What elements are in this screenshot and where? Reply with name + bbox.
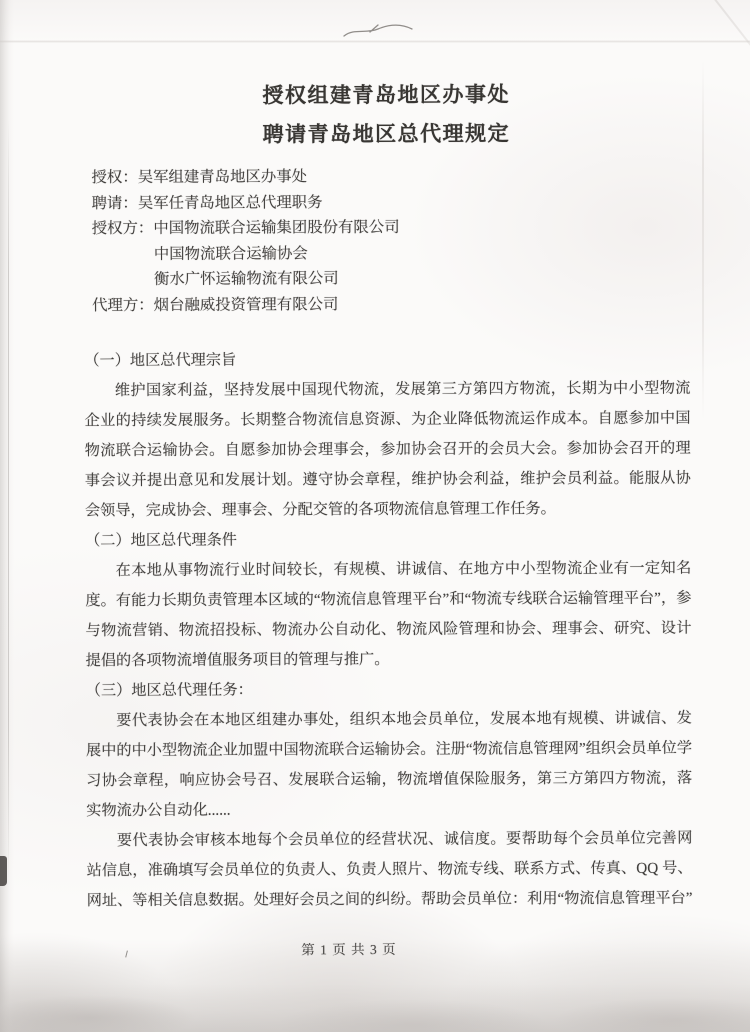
- section-paragraph: 在本地从事物流行业时间较长，有规模、讲诚信、在地方中小型物流企业有一定知名度。有能力长期负责管理本区域的“物流信息管理平台”和“物流专线联合运输管理平台”，参与物流营销、物流招投标、物流办公自动化、物流风险管理和协会、理事会、研究、设计提倡的各项物流增值服务项目的管理与推广。: [85, 559, 692, 670]
- field-label: 代理方：: [92, 296, 154, 314]
- title-line-2: 聘请青岛地区总代理规定: [262, 121, 511, 147]
- field-value: 中国物流联合运输集团股份有限公司: [153, 218, 400, 237]
- document-body: [84, 344, 692, 917]
- header-row-authorizer: [92, 214, 652, 242]
- authorization-header: [91, 163, 652, 318]
- header-row-appoint: [92, 188, 652, 216]
- field-label: 授权：: [91, 169, 138, 187]
- header-row-authorizer-2: [92, 239, 652, 267]
- document-title: [83, 75, 689, 156]
- section-paragraph: 维护国家利益，坚持发展中国现代物流，发展第三方第四方物流，长期为中小型物流企业的持续发展服务。长期整合物流信息资源、为企业降低物流运作成本。自愿参加中国物流联合运输协会。自愿参加协会理事会，参加协会召开的会员大会。参加协会召开的理事会议并提出意见和发展计划。遵守协会章程，维护协会利益，维护会员利益。能服从协会领导，完成协会、理事会、分配交管的各项物流信息管理工作任务。: [84, 379, 691, 520]
- field-value: 吴军组建青岛地区办事处: [137, 168, 308, 187]
- header-row-authorize: [91, 163, 651, 191]
- section-heading-1: （一）地区总代理宗旨: [84, 351, 237, 370]
- section-paragraph: 要代表协会审核本地每个会员单位的经营状况、诚信度。要帮助每个会员单位完善网站信息，准确填写会员单位的负责人、负责人照片、物流专线、联系方式、传真、QQ 号、网址、等相关信息数据。处理好会员之间的纠纷。帮助会员单位：利用“物流信息管理平台”: [86, 829, 693, 910]
- section-conditions: [85, 524, 692, 677]
- page-number-footer: 第 1 页 共 3 页: [301, 941, 397, 958]
- section-tasks: [86, 674, 693, 917]
- field-label: 聘请：: [91, 194, 138, 212]
- field-value: 烟台融威投资管理有限公司: [153, 295, 339, 314]
- section-paragraph: 要代表协会在本地区组建办事处，组织本地会员单位，发展本地有规模、讲诚信、发展中的中小型物流企业加盟中国物流联合运输协会。注册“物流信息管理网”组织会员单位学习协会章程，响应协会号召、发展联合运输，物流增值保险服务，第三方第四方物流，落实物流办公自动化......: [85, 709, 693, 820]
- field-value: 吴军任青岛地区总代理职务: [137, 193, 323, 212]
- section-purpose: [84, 344, 691, 527]
- header-row-agent: [92, 290, 652, 318]
- field-label: 授权方：: [91, 219, 154, 238]
- field-value: 中国物流联合运输协会: [153, 244, 308, 263]
- header-row-authorizer-3: [92, 265, 652, 293]
- section-heading-2: （二）地区总代理条件: [85, 531, 238, 550]
- title-line-1: 授权组建青岛地区办事处: [262, 82, 510, 108]
- section-heading-3: （三）地区总代理任务：: [85, 681, 253, 700]
- field-value: 衡水广怀运输物流有限公司: [153, 270, 339, 288]
